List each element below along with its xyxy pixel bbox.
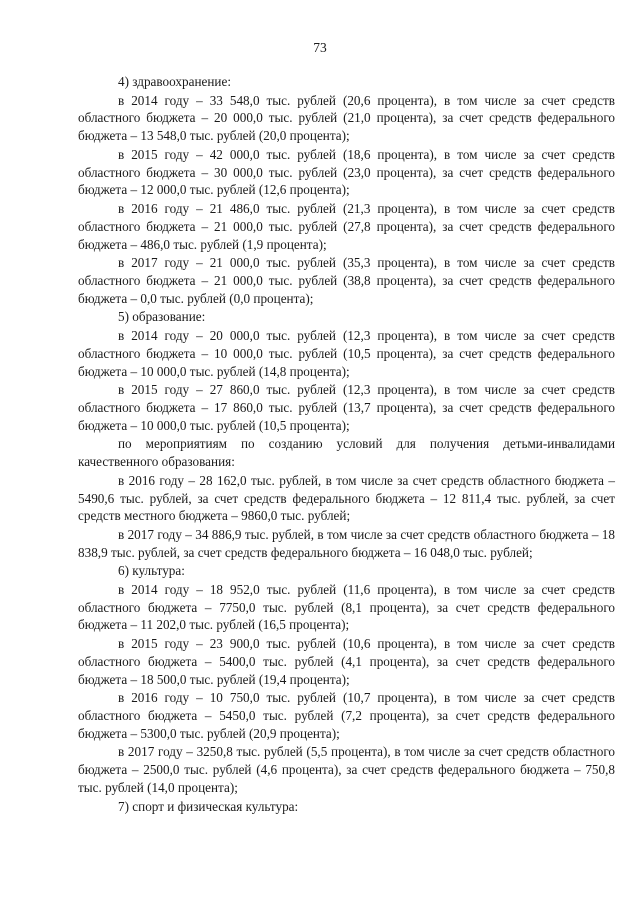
paragraph: в 2015 году – 27 860,0 тыс. рублей (12,3 процента), в том числе за счет средств областного бюджета – 17 860,0 тыс. рублей (13,7 процента), за счет средств федерального бюджета – 10 000,0 тыс. рублей (10,5 процента); [78,382,615,433]
section-heading-education: 5) образование: [118,309,206,325]
paragraph: в 2017 году – 34 886,9 тыс. рублей, в том числе за счет средств областного бюджета – 18 838,9 тыс. рублей, за счет средств федерального бюджета – 16 048,0 тыс. рублей; [78,526,615,560]
section-heading-sport: 7) спорт и физическая культура: [118,798,299,814]
paragraph: по мероприятиям по созданию условий для получения детьми-инвалидами качественного образования: [78,436,615,470]
paragraph: в 2016 году – 10 750,0 тыс. рублей (10,7 процента), в том числе за счет средств областного бюджета – 5450,0 тыс. рублей (7,2 процента), за счет средств федерального бюджета – 5300,0 тыс. рублей (20,9 процента); [78,690,615,741]
section-heading-healthcare: 4) здравоохранение: [118,74,231,89]
document-body [78,73,615,816]
paragraph: в 2015 году – 23 900,0 тыс. рублей (10,6 процента), в том числе за счет средств областного бюджета – 5400,0 тыс. рублей (4,1 процента), за счет средств федерального бюджета – 18 500,0 тыс. рублей (19,4 процента); [78,636,615,687]
paragraph: в 2016 году – 21 486,0 тыс. рублей (21,3 процента), в том числе за счет средств областного бюджета – 21 000,0 тыс. рублей (27,8 процента), за счет средств федерального бюджета – 486,0 тыс. рублей (1,9 процента); [78,200,615,252]
page-number: 73 [313,40,327,55]
paragraph: в 2017 году – 21 000,0 тыс. рублей (35,3 процента), в том числе за счет средств областного бюджета – 21 000,0 тыс. рублей (38,8 процента), за счет средств федерального бюджета – 0,0 тыс. рублей (0,0 процента); [78,255,615,306]
paragraph: в 2014 году – 33 548,0 тыс. рублей (20,6 процента), в том числе за счет средств областного бюджета – 20 000,0 тыс. рублей (21,0 процента), за счет средств федерального бюджета – 13 548,0 тыс. рублей (20,0 процента); [78,92,615,144]
paragraph: в 2015 году – 42 000,0 тыс. рублей (18,6 процента), в том числе за счет средств областного бюджета – 30 000,0 тыс. рублей (23,0 процента), за счет средств федерального бюджета – 12 000,0 тыс. рублей (12,6 процента); [78,146,615,198]
paragraph: в 2017 году – 3250,8 тыс. рублей (5,5 процента), в том числе за счет средств областного бюджета – 2500,0 тыс. рублей (4,6 процента), за счет средств федерального бюджета – 750,8 тыс. рублей (14,0 процента); [78,744,615,796]
paragraph: в 2016 году – 28 162,0 тыс. рублей, в том числе за счет средств областного бюджета – 5490,6 тыс. рублей, за счет средств федерального бюджета – 12 811,4 тыс. рублей, за счет средств местного бюджета – 9860,0 тыс. рублей; [78,472,615,524]
section-heading-culture: 6) культура: [118,563,185,579]
paragraph: в 2014 году – 20 000,0 тыс. рублей (12,3 процента), в том числе за счет средств областного бюджета – 10 000,0 тыс. рублей (10,5 процента), за счет средств федерального бюджета – 10 000,0 тыс. рублей (14,8 процента); [78,327,615,379]
paragraph: в 2014 году – 18 952,0 тыс. рублей (11,6 процента), в том числе за счет средств областного бюджета – 7750,0 тыс. рублей (8,1 процента), за счет средств федерального бюджета – 11 202,0 тыс. рублей (16,5 процента); [78,581,615,633]
